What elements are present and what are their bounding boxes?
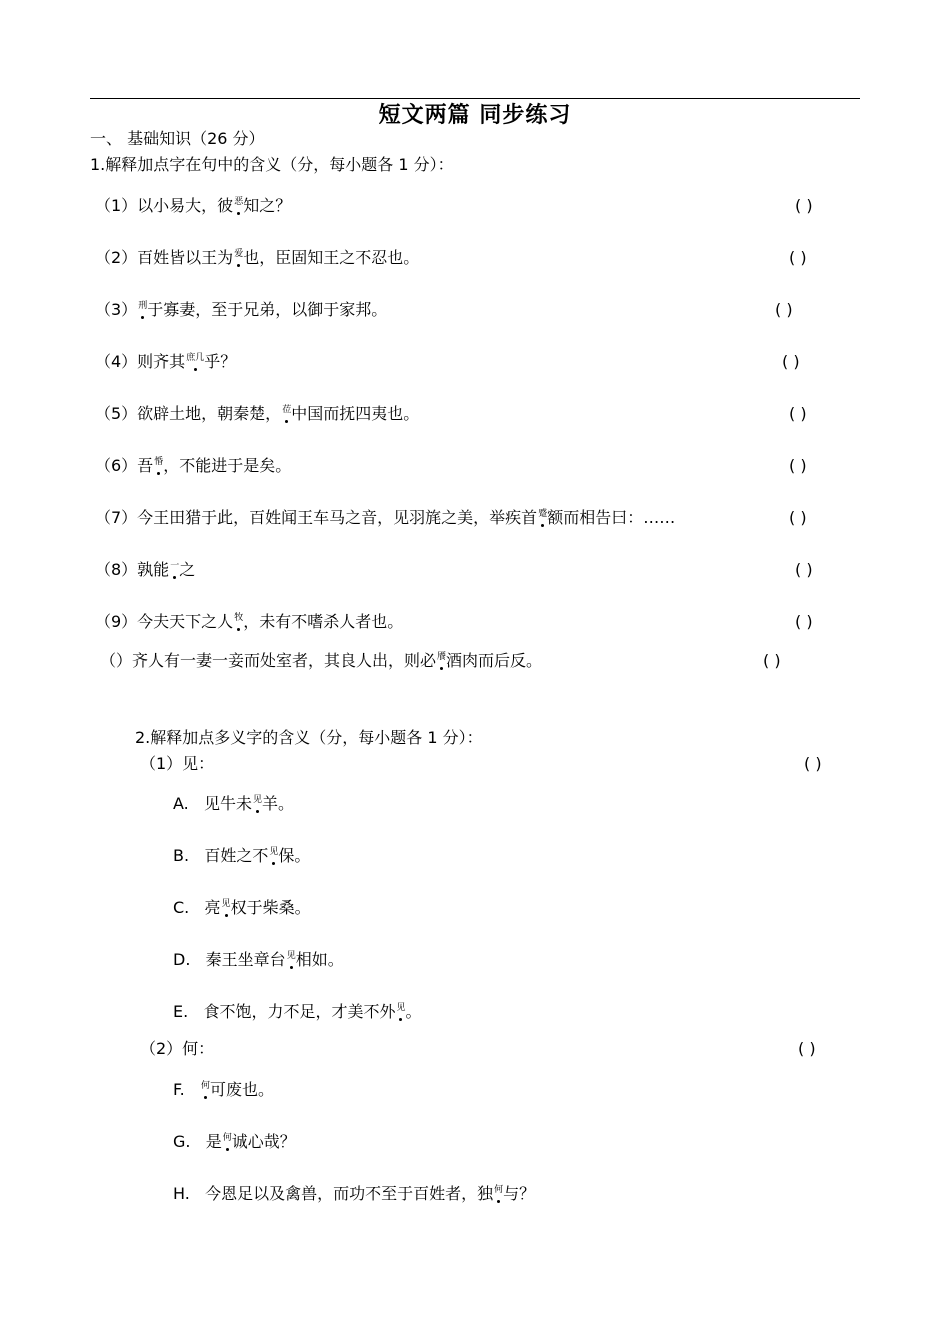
answer-blank: ( ) — [795, 196, 813, 215]
q1-item: （1）以小易大，彼恶知之？ — [95, 195, 291, 220]
page-title: 短文两篇 同步练习 — [378, 103, 572, 128]
dotted-char: 见 — [287, 945, 296, 967]
answer-blank: ( ) — [789, 456, 807, 475]
q2-option: E. 食不饱，力不足，才美不外见。 — [173, 1001, 422, 1026]
q1-item: （4）则齐其庶几乎？ — [95, 351, 236, 376]
section-heading: 一、 基础知识（26 分） — [90, 129, 265, 148]
dotted-char: 惛 — [154, 451, 163, 473]
dotted-char: 一 — [170, 555, 179, 577]
q1-item: （5）欲辟土地，朝秦楚，莅中国而抚四夷也。 — [95, 403, 419, 428]
q1-item: （2）百姓皆以王为爱也，臣固知王之不忍也。 — [95, 247, 419, 272]
q1-item: （9）今夫天下之人牧，未有不嗜杀人者也。 — [95, 611, 403, 636]
dotted-char: 何 — [494, 1179, 503, 1201]
answer-blank: ( ) — [782, 352, 800, 371]
q1-item: （7）今王田猎于此，百姓闻王车马之音，见羽旄之美，举疾首蹙额而相告曰：…… — [95, 507, 675, 532]
q2-option: H. 今恩足以及禽兽，而功不至于百姓者，独何与？ — [173, 1183, 535, 1208]
q2-option: D. 秦王坐章台见相如。 — [173, 949, 344, 974]
dotted-char: 见 — [396, 997, 405, 1019]
question-2-prompt: 2.解释加点多义字的含义（分，每小题各 1 分）： — [135, 728, 483, 747]
q2-group-label: （2）何： — [140, 1039, 215, 1058]
q1-item: （3）刑于寡妻，至于兄弟，以御于家邦。 — [95, 299, 387, 324]
dotted-char: 何 — [201, 1075, 210, 1097]
answer-blank: ( ) — [775, 300, 793, 319]
dotted-char: 刑 — [138, 295, 147, 317]
q2-option: G. 是何诚心哉？ — [173, 1131, 296, 1156]
answer-blank: ( ) — [804, 754, 822, 773]
dotted-char: 见 — [253, 789, 262, 811]
q1-item: （8）孰能一之 — [95, 559, 195, 584]
dotted-char: 恶 — [234, 191, 243, 213]
answer-blank: ( ) — [798, 1039, 816, 1058]
dotted-char: 见 — [269, 841, 278, 863]
dotted-char: 蹙 — [538, 503, 547, 525]
dotted-char: 见 — [222, 893, 231, 915]
dotted-char: 爱 — [234, 243, 243, 265]
answer-blank: ( ) — [789, 248, 807, 267]
dotted-char: 餍 — [437, 646, 446, 668]
q2-option: F. 何可废也。 — [173, 1079, 274, 1104]
dotted-char: 何 — [223, 1127, 232, 1149]
q1-item: （）齐人有一妻一妾而处室者，其良人出，则必餍酒肉而后反。 — [100, 650, 542, 675]
q2-option: C. 亮见权于柴桑。 — [173, 897, 311, 922]
answer-blank: ( ) — [789, 404, 807, 423]
q2-option: A. 见牛未见羊。 — [173, 793, 294, 818]
dotted-char: 牧 — [234, 607, 243, 629]
question-1-prompt: 1.解释加点字在句中的含义（分，每小题各 1 分）： — [90, 155, 454, 174]
answer-blank: ( ) — [795, 560, 813, 579]
q1-item: （6）吾惛，不能进于是矣。 — [95, 455, 291, 480]
answer-blank: ( ) — [795, 612, 813, 631]
dotted-char: 莅 — [282, 399, 291, 421]
q2-group-label: （1）见： — [140, 754, 215, 773]
answer-blank: ( ) — [763, 651, 781, 670]
answer-blank: ( ) — [789, 508, 807, 527]
dotted-char: 庶几 — [186, 347, 204, 369]
q2-option: B. 百姓之不见保。 — [173, 845, 310, 870]
